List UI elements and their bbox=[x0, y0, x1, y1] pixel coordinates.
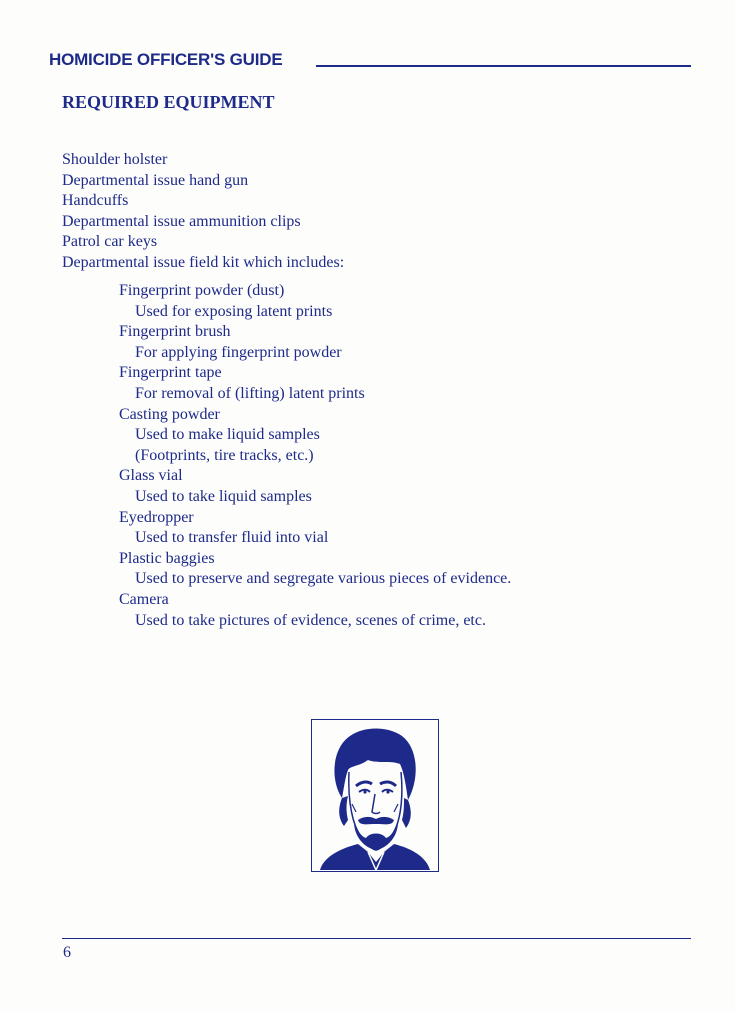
equipment-item: Departmental issue hand gun bbox=[62, 171, 249, 189]
equipment-item: Shoulder holster bbox=[62, 151, 168, 168]
equipment-item: Handcuffs bbox=[62, 192, 129, 210]
footer-rule bbox=[62, 938, 691, 939]
kit-item-use: Used to preserve and segregate various pieces of evidence. bbox=[135, 570, 512, 588]
section-heading: REQUIRED EQUIPMENT bbox=[62, 92, 275, 112]
kit-item-name: Camera bbox=[119, 590, 169, 608]
field-kit-list bbox=[119, 281, 511, 631]
kit-item-use: Used to transfer fluid into vial bbox=[135, 529, 329, 547]
kit-item-use: For removal of (lifting) latent prints bbox=[135, 384, 365, 402]
kit-item-name: Casting powder bbox=[119, 405, 220, 423]
page-number: 6 bbox=[63, 944, 71, 961]
equipment-item: Patrol car keys bbox=[62, 233, 158, 251]
kit-item-name: Glass vial bbox=[119, 467, 183, 485]
equipment-item: Departmental issue field kit which includes: bbox=[62, 253, 345, 271]
kit-item-name: Fingerprint brush bbox=[119, 323, 231, 341]
header-rule bbox=[316, 65, 691, 67]
officer-portrait-icon bbox=[311, 719, 439, 872]
kit-item-use: Used for exposing latent prints bbox=[135, 302, 333, 320]
header-title: HOMICIDE OFFICER'S GUIDE bbox=[49, 50, 283, 69]
equipment-list bbox=[62, 150, 344, 274]
kit-item-name: Fingerprint tape bbox=[119, 364, 222, 382]
page-header bbox=[49, 50, 691, 74]
kit-item-name: Plastic baggies bbox=[119, 549, 215, 567]
kit-item-name: Fingerprint powder (dust) bbox=[119, 282, 285, 299]
kit-item-use: Used to make liquid samples bbox=[135, 426, 320, 444]
kit-item-use: For applying fingerprint powder bbox=[135, 343, 342, 361]
kit-item-use: (Footprints, tire tracks, etc.) bbox=[135, 446, 314, 464]
kit-item-use: Used to take pictures of evidence, scenes of crime, etc. bbox=[135, 611, 486, 629]
kit-item-name: Eyedropper bbox=[119, 508, 194, 526]
equipment-item: Departmental issue ammunition clips bbox=[62, 212, 301, 230]
kit-item-use: Used to take liquid samples bbox=[135, 487, 312, 505]
